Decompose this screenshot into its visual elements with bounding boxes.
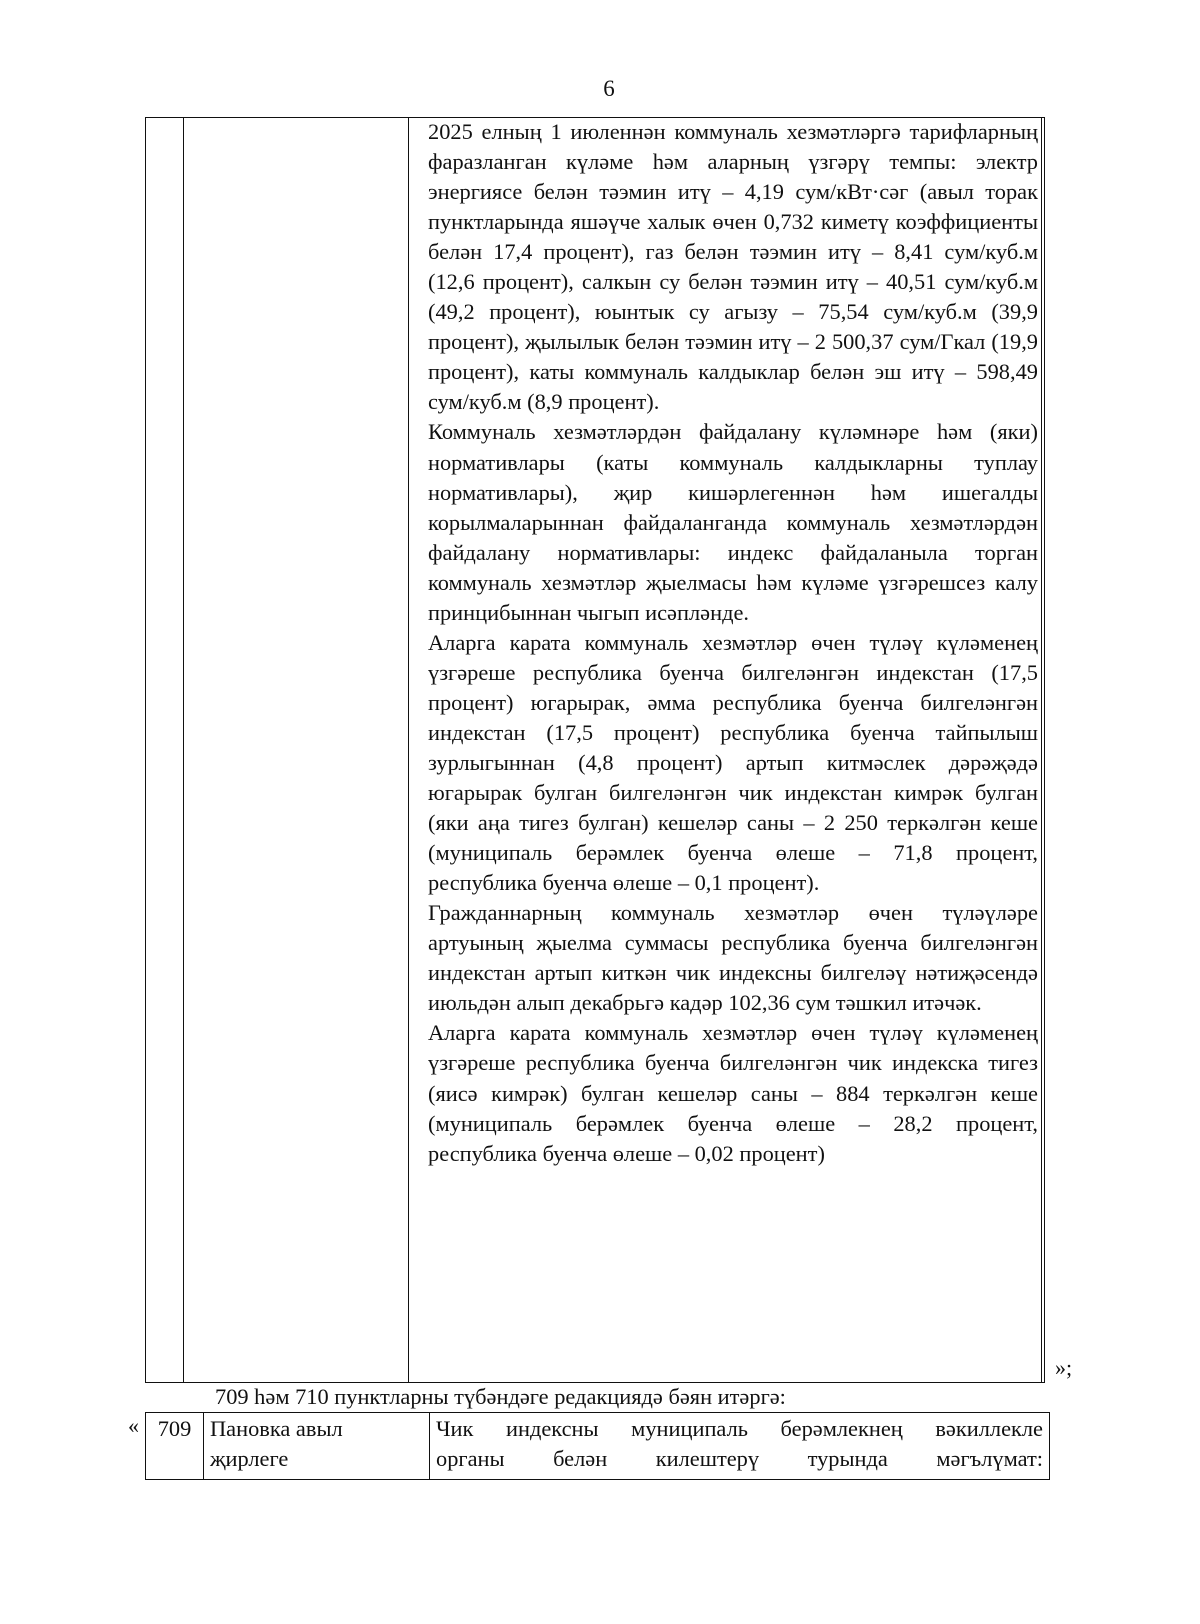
continuation-cell-text [428, 117, 1038, 1169]
paragraph-persons-above: Аларга карата коммуналь хезмәтләр өчен түләү күләменең үзгәреше республика буенча билгеләнгән индекстан (17,5 процент) югарырак, әмма республика буенча билгеләнгән индекстан (17,5 процент) республика буенча тайпылыш зурлыгыннан (4,8 процент) артып китмәслек дәрәҗәдә югарырак булган билгеләнгән чик индекстан кимрәк булган (яки аңа тигез булган) кешеләр саны – 2 250 теркәлгән кеше (муниципаль берәмлек буенча өлеше – 71,8 процент, республика буенча өлеше – 0,1 процент). [428, 629, 1038, 896]
paragraph-tariffs: 2025 елның 1 июленнән коммуналь хезмәтләргә тарифларның фаразланган күләме һәм аларның үзгәрү темпы: электр энергиясе белән тәэмин итү – 4,19 сум/кВт·сәг (авыл торак пунктларында яшәүче халык өчен 0,732 киметү коэффициенты белән 17,4 процент), газ белән тәэмин итү – 8,41 сум/куб.м (12,6 процент), салкын су белән тәэмин итү – 40,51 сум/куб.м (49,2 процент), юынтык су агызу – 75,54 сум/куб.м (39,9 процент), җылылык белән тәэмин итү – 2 500,37 сум/Гкал (19,9 процент), каты коммуналь калдыклар белән эш итү – 598,49 сум/куб.м (8,9 процент). [428, 119, 1038, 415]
opening-quote: « [128, 1413, 139, 1438]
new-row-table [145, 1412, 1050, 1480]
column-divider [183, 118, 184, 1382]
column-divider [1041, 118, 1042, 1382]
paragraph-norms: Коммуналь хезмәтләрдән файдалану күләмнәре һәм (яки) нормативлары (каты коммуналь калдыкларны туплау нормативлары), җир кишәрлегеннән һәм ишегалды корылмаларыннан файдаланганда коммуналь хезмәтләрдән файдалану нормативлары: индекс файдаланыла торган коммуналь хезмәтләр җыелмасы һәм күләме үзгәрешсез калу принцибыннан чыгып исәпләнде. [428, 419, 1038, 625]
paragraph-sum: Гражданнарның коммуналь хезмәтләр өчен түләүләре артуының җыелма суммасы республика буенча билгеләнгән индекстан артып киткән чик индексны билгеләү нәтиҗәсендә июльдән алып декабрьгә кадәр 102,36 сум тәшкил итәчәк. [428, 900, 1038, 1016]
row-info-line: органы белән килештерү турында мәгълүмат: [436, 1446, 1043, 1471]
page-number: 6 [603, 76, 615, 101]
column-divider [408, 118, 409, 1382]
row-info [430, 1413, 1049, 1479]
row-place-name: Пановка авыл җирлеге [204, 1413, 430, 1479]
instruction-line: 709 һәм 710 пунктларны түбәндәге редакциядә бәян итәргә: [215, 1384, 786, 1409]
paragraph-persons-equal: Аларга карата коммуналь хезмәтләр өчен түләү күләменең үзгәреше республика буенча билгеләнгән чик индекска тигез (яисә кимрәк) булган кешеләр саны – 884 теркәлгән кеше (муниципаль берәмлек буенча өлеше – 28,2 процент, республика буенча өлеше – 0,02 процент) [428, 1020, 1038, 1166]
row-number: 709 [146, 1413, 204, 1479]
closing-quote: »; [1055, 1355, 1073, 1380]
row-info-line: Чик индексны муниципаль берәмлекнең вәкиллекле [436, 1416, 1043, 1441]
